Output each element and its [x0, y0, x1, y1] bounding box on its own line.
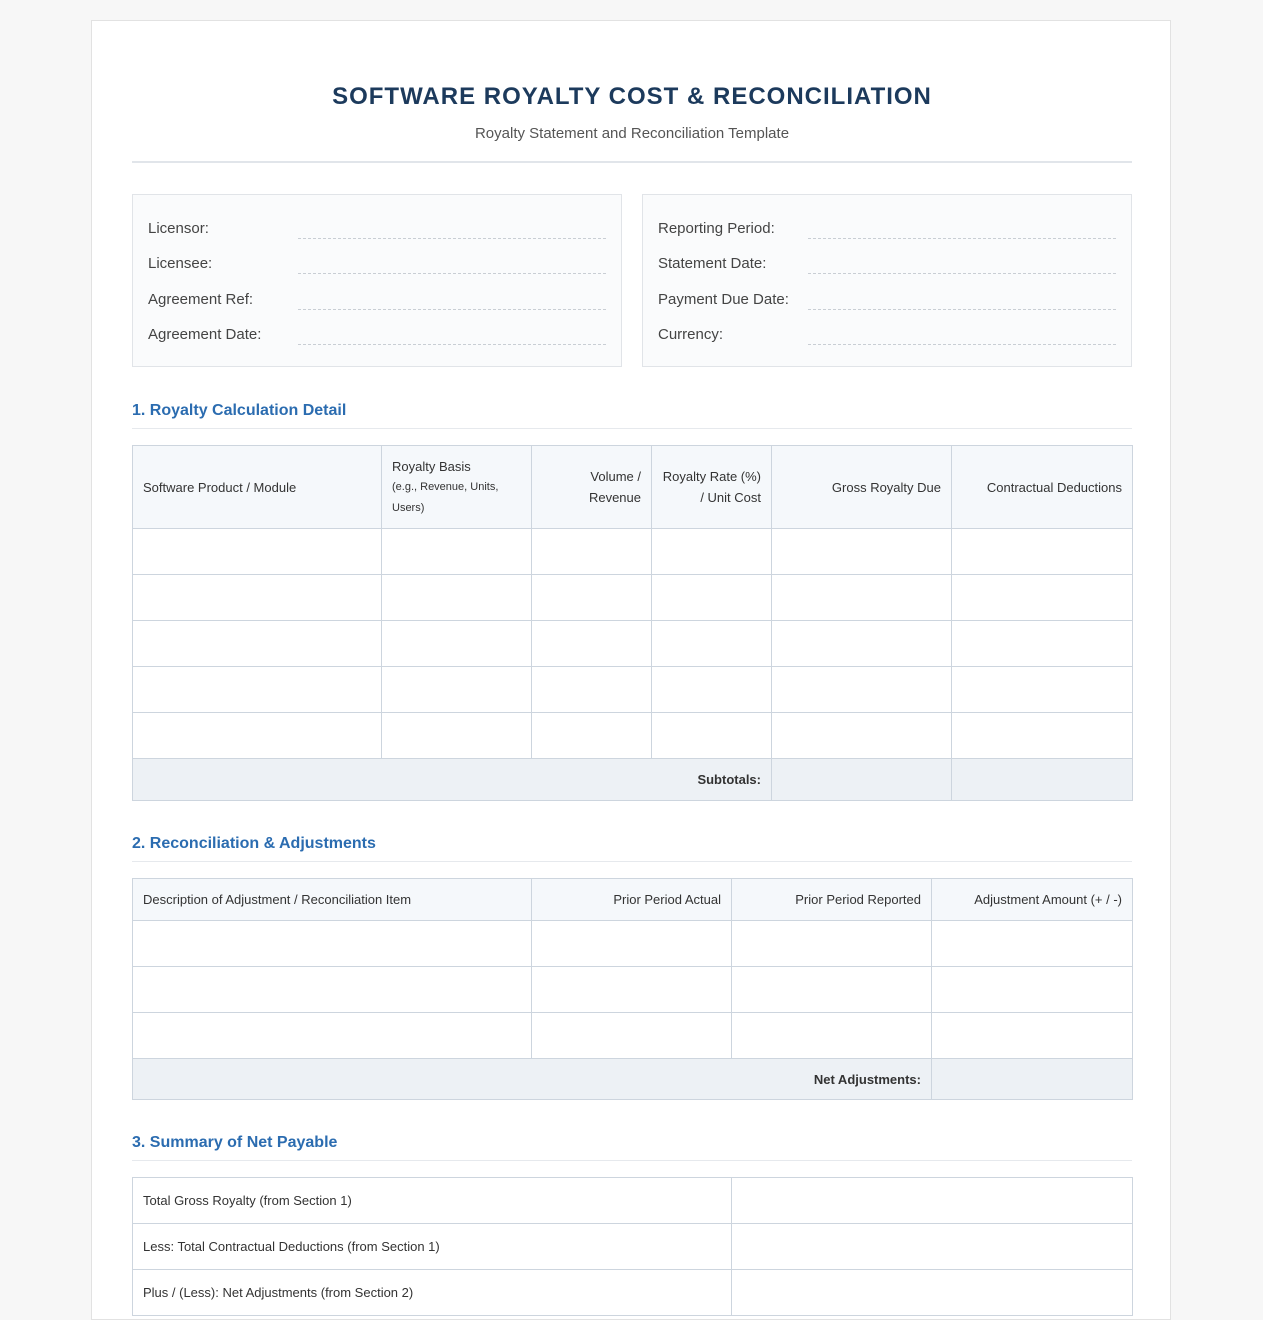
- col-prior-actual: Prior Period Actual: [532, 879, 732, 921]
- summary-row: [133, 1224, 1133, 1270]
- col-basis-note: (e.g., Revenue, Units, Users): [392, 480, 499, 514]
- cell[interactable]: [732, 967, 932, 1013]
- agreement-date-label: Agreement Date:: [148, 326, 262, 343]
- cell[interactable]: [652, 529, 772, 575]
- section3-title: 3. Summary of Net Payable: [132, 1134, 1132, 1161]
- cell[interactable]: [133, 1013, 532, 1059]
- cell[interactable]: [532, 529, 652, 575]
- cell[interactable]: [772, 575, 952, 621]
- cell[interactable]: [133, 713, 382, 759]
- cell[interactable]: [133, 529, 382, 575]
- payment-due-date-field[interactable]: [808, 289, 1116, 310]
- cell[interactable]: [133, 621, 382, 667]
- col-rate-line1: Royalty Rate (%): [662, 469, 761, 484]
- cell[interactable]: [952, 667, 1133, 713]
- subtotal-row: [133, 759, 1133, 801]
- col-basis-label: Royalty Basis: [392, 458, 471, 474]
- agreement-date-field[interactable]: [298, 324, 606, 345]
- document-sheet: [91, 20, 1171, 1320]
- section2-title: 2. Reconciliation & Adjustments: [132, 835, 1132, 862]
- subtotal-label: Subtotals:: [133, 759, 772, 801]
- cell[interactable]: [532, 575, 652, 621]
- col-prior-reported: Prior Period Reported: [732, 879, 932, 921]
- summary-label: Less: Total Contractual Deductions (from Section 1): [133, 1224, 732, 1270]
- col-volume: [532, 446, 652, 529]
- reporting-period-field[interactable]: [808, 218, 1116, 239]
- payment-due-date-label: Payment Due Date:: [658, 290, 789, 308]
- table-row: [133, 1013, 1133, 1059]
- cell[interactable]: [532, 1013, 732, 1059]
- licensor-row: [148, 207, 606, 243]
- currency-row: [658, 314, 1116, 350]
- cell[interactable]: [532, 621, 652, 667]
- cell[interactable]: [932, 1013, 1133, 1059]
- summary-value-cell[interactable]: [732, 1224, 1133, 1270]
- document-subtitle: Royalty Statement and Reconciliation Template: [474, 125, 790, 142]
- cell[interactable]: [382, 713, 532, 759]
- cell[interactable]: [652, 621, 772, 667]
- cell[interactable]: [652, 667, 772, 713]
- payment-due-date-row: [658, 278, 1116, 314]
- table-header-row: [133, 446, 1133, 529]
- reconciliation-table: [132, 878, 1133, 1100]
- currency-label: Currency:: [658, 326, 724, 343]
- subtotal-deductions-cell[interactable]: [952, 759, 1133, 801]
- cell[interactable]: [382, 621, 532, 667]
- cell[interactable]: [532, 667, 652, 713]
- cell[interactable]: [952, 621, 1133, 667]
- cell[interactable]: [952, 713, 1133, 759]
- summary-label: Plus / (Less): Net Adjustments (from Section 2): [133, 1270, 732, 1316]
- agreement-ref-field[interactable]: [298, 289, 606, 310]
- cell[interactable]: [932, 967, 1133, 1013]
- col-basis: [382, 446, 532, 529]
- summary-value-cell[interactable]: [732, 1178, 1133, 1224]
- cell[interactable]: [952, 529, 1133, 575]
- reporting-period-row: [658, 207, 1116, 243]
- cell[interactable]: [952, 575, 1133, 621]
- cell[interactable]: [133, 667, 382, 713]
- cell[interactable]: [532, 921, 732, 967]
- statement-date-field[interactable]: [808, 253, 1116, 274]
- col-rate: [652, 446, 772, 529]
- col-deductions: Contractual Deductions: [952, 446, 1133, 529]
- summary-row: [133, 1270, 1133, 1316]
- table-row: [133, 575, 1133, 621]
- cell[interactable]: [732, 1013, 932, 1059]
- col-volume-line2: Revenue: [588, 490, 641, 505]
- agreement-ref-label: Agreement Ref:: [148, 290, 254, 308]
- col-gross: Gross Royalty Due: [772, 446, 952, 529]
- statement-date-row: [658, 243, 1116, 279]
- party-info-box: [132, 194, 622, 367]
- licensee-field[interactable]: [298, 253, 606, 274]
- col-description: Description of Adjustment / Reconciliation Item: [133, 879, 532, 921]
- cell[interactable]: [732, 921, 932, 967]
- cell[interactable]: [382, 667, 532, 713]
- net-adjustments-label: Net Adjustments:: [133, 1059, 932, 1100]
- currency-field[interactable]: [808, 324, 1116, 345]
- col-adjustment: Adjustment Amount (+ / -): [932, 879, 1133, 921]
- cell[interactable]: [133, 575, 382, 621]
- cell[interactable]: [932, 921, 1133, 967]
- cell[interactable]: [532, 967, 732, 1013]
- agreement-ref-row: [148, 278, 606, 314]
- licensee-label: Licensee:: [148, 255, 213, 272]
- header-divider: [132, 161, 1132, 163]
- table-row: [133, 621, 1133, 667]
- cell[interactable]: [772, 529, 952, 575]
- table-row: [133, 713, 1133, 759]
- cell[interactable]: [532, 713, 652, 759]
- licensor-field[interactable]: [298, 218, 606, 239]
- statement-date-label: Statement Date:: [658, 255, 767, 272]
- cell[interactable]: [133, 967, 532, 1013]
- col-volume-line1: Volume /: [590, 469, 641, 484]
- cell[interactable]: [133, 921, 532, 967]
- cell[interactable]: [382, 575, 532, 621]
- summary-table: [132, 1177, 1133, 1316]
- cell[interactable]: [652, 713, 772, 759]
- table-row: [133, 967, 1133, 1013]
- summary-row: [133, 1178, 1133, 1224]
- summary-label: Total Gross Royalty (from Section 1): [133, 1178, 732, 1224]
- table-row: [133, 667, 1133, 713]
- table-header-row: [133, 879, 1133, 921]
- royalty-calculation-table: [132, 445, 1133, 801]
- period-info-box: [642, 194, 1132, 367]
- net-adjustments-cell[interactable]: [932, 1059, 1133, 1100]
- summary-value-cell[interactable]: [732, 1270, 1133, 1316]
- reporting-period-label: Reporting Period:: [658, 219, 775, 237]
- col-product: Software Product / Module: [133, 446, 382, 529]
- col-rate-line2: / Unit Cost: [700, 490, 761, 505]
- table-row: [133, 921, 1133, 967]
- cell[interactable]: [382, 529, 532, 575]
- subtotal-gross-cell[interactable]: [772, 759, 952, 801]
- net-adjustments-row: [133, 1059, 1133, 1100]
- document-title: SOFTWARE ROYALTY COST & RECONCILIATION: [332, 83, 932, 110]
- table-row: [133, 529, 1133, 575]
- licensee-row: [148, 243, 606, 279]
- cell[interactable]: [652, 575, 772, 621]
- cell[interactable]: [772, 667, 952, 713]
- section1-title: 1. Royalty Calculation Detail: [132, 402, 1132, 429]
- agreement-date-row: [148, 314, 606, 350]
- cell[interactable]: [772, 621, 952, 667]
- licensor-label: Licensor:: [148, 219, 209, 237]
- cell[interactable]: [772, 713, 952, 759]
